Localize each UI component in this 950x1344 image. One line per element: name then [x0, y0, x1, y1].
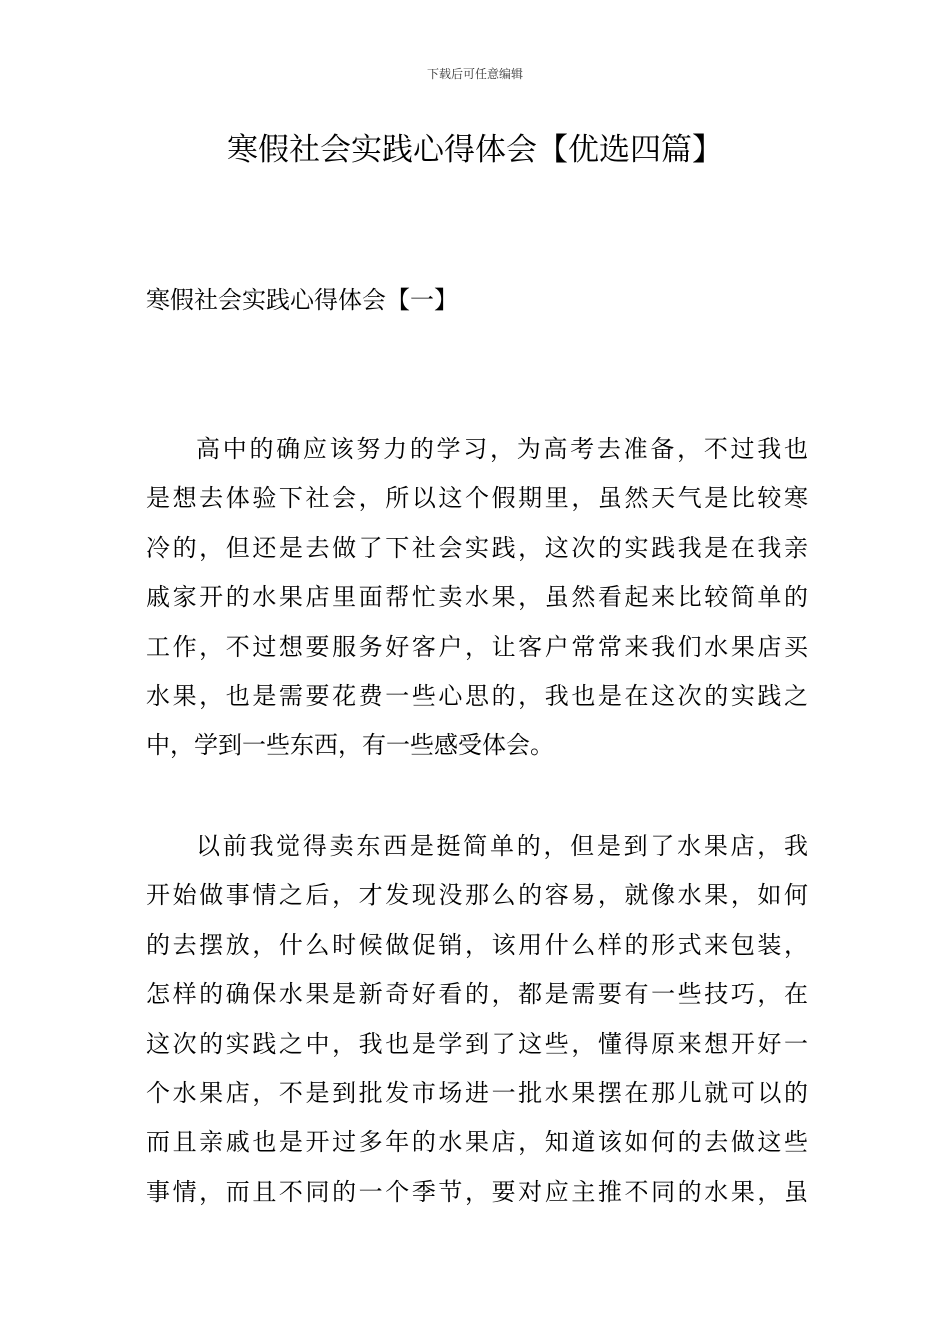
paragraph-line: 冷的，但还是去做了下社会实践，这次的实践我是在我亲	[146, 533, 808, 562]
paragraph-line: 工作，不过想要服务好客户，让客户常常来我们水果店买	[146, 632, 808, 661]
paragraph-line: 以前我觉得卖东西是挺简单的，但是到了水果店，我	[196, 832, 808, 860]
section-heading: 寒假社会实践心得体会【一】	[146, 286, 458, 314]
paragraph-line: 水果，也是需要花费一些心思的，我也是在这次的实践之	[146, 682, 808, 711]
paragraph-line: 而且亲戚也是开过多年的水果店，知道该如何的去做这些	[146, 1128, 808, 1157]
paragraph-line: 是想去体验下社会，所以这个假期里，虽然天气是比较寒	[146, 484, 808, 513]
paragraph-line: 戚家开的水果店里面帮忙卖水果，虽然看起来比较简单的	[146, 583, 808, 612]
paragraph-line: 个水果店，不是到批发市场进一批水果摆在那儿就可以的	[146, 1079, 808, 1108]
document-title: 寒假社会实践心得体会【优选四篇】	[227, 132, 723, 168]
paragraph-1	[146, 425, 808, 771]
paragraph-2	[146, 822, 808, 1217]
header-note: 下载后可任意编辑	[426, 67, 523, 81]
paragraph-line: 事情，而且不同的一个季节，要对应主推不同的水果，虽	[146, 1177, 808, 1206]
paragraph-line: 这次的实践之中，我也是学到了这些，懂得原来想开好一	[146, 1029, 808, 1058]
paragraph-line: 怎样的确保水果是新奇好看的，都是需要有一些技巧，在	[146, 980, 808, 1009]
paragraph-line: 高中的确应该努力的学习，为高考去准备，不过我也	[196, 435, 808, 463]
paragraph-line: 中，学到一些东西，有一些感受体会。	[146, 731, 554, 760]
paragraph-line: 的去摆放，什么时候做促销，该用什么样的形式来包装，	[146, 930, 808, 959]
paragraph-line: 开始做事情之后，才发现没那么的容易，就像水果，如何	[146, 881, 808, 910]
